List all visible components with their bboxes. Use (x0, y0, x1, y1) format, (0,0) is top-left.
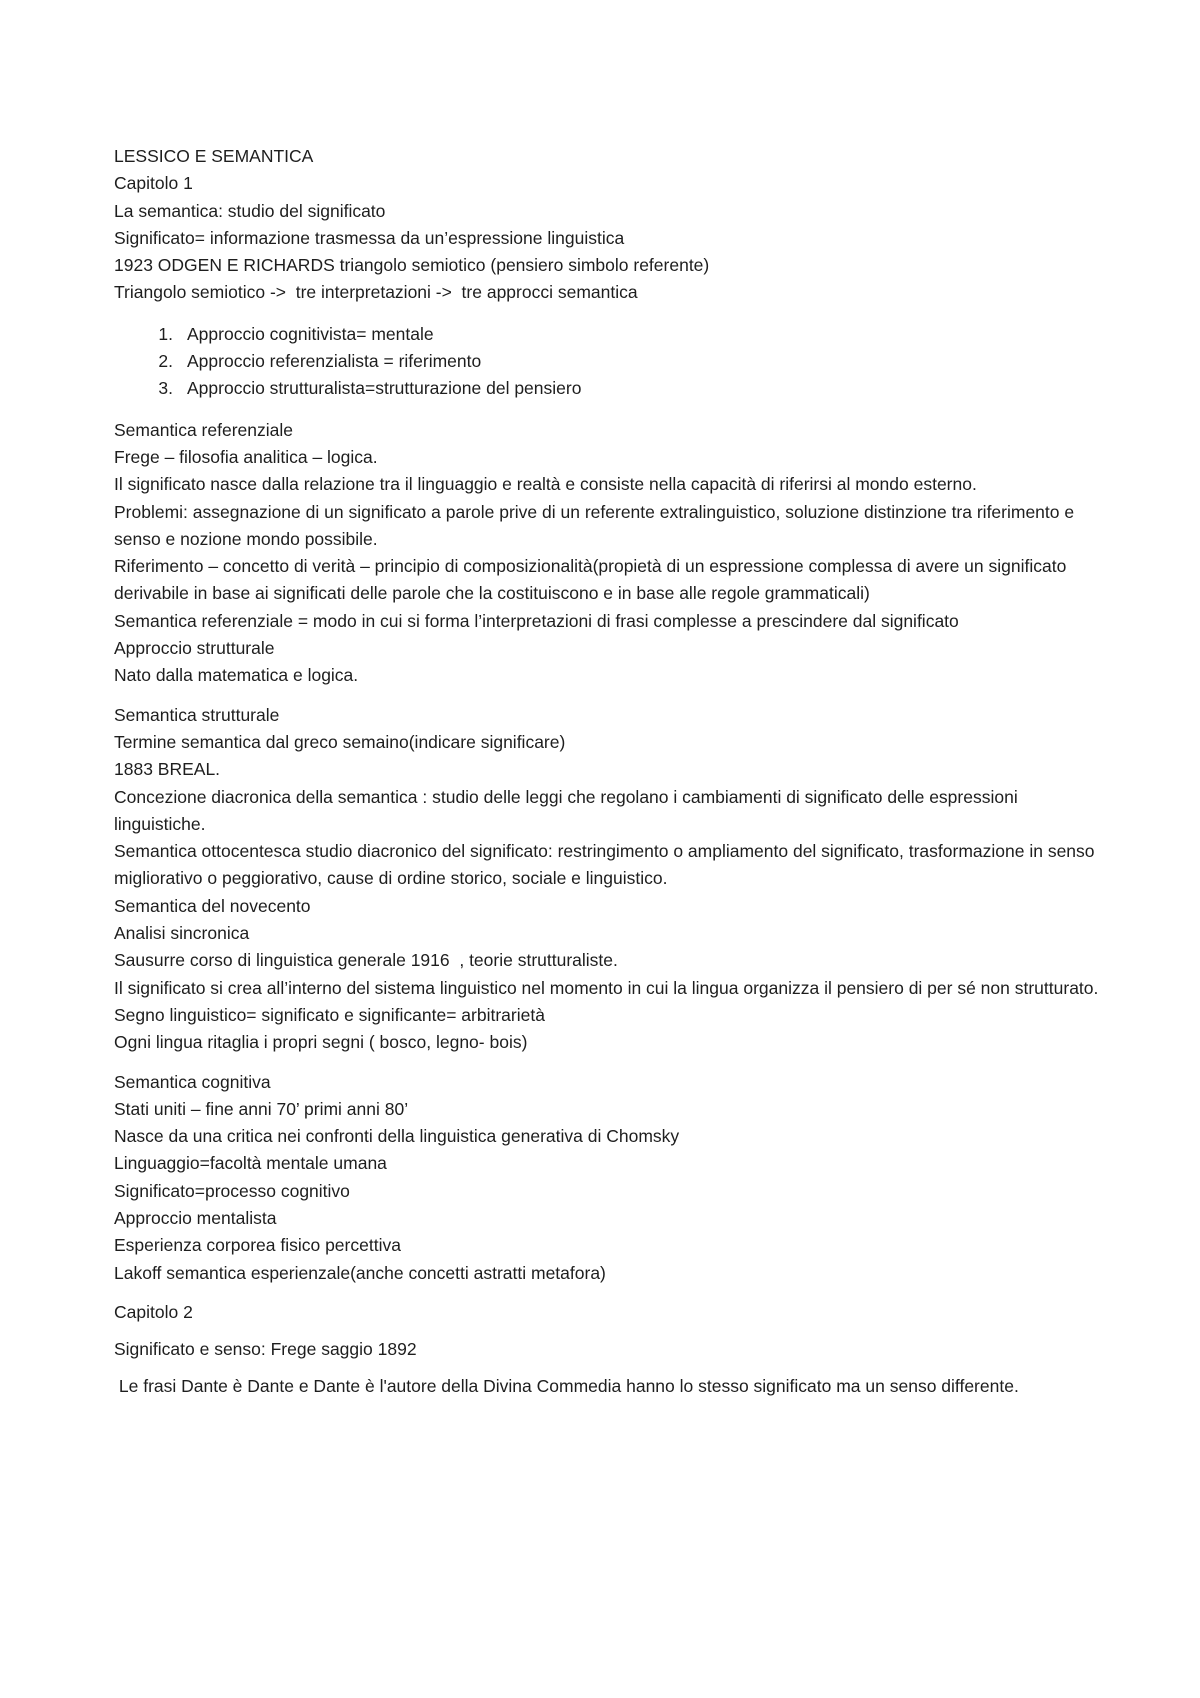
paragraph: Analisi sincronica (114, 923, 250, 944)
paragraph: 1923 ODGEN E RICHARDS triangolo semiotico (pensiero simbolo referente) (114, 255, 710, 276)
list-item-text: Approccio cognitivista= mentale (187, 323, 434, 344)
chapter-2-heading: Capitolo 2 (114, 1301, 193, 1322)
paragraph: Semantica del novecento (114, 895, 311, 916)
numbered-list (114, 321, 1104, 403)
section-heading: Semantica referenziale (114, 419, 293, 440)
list-item (114, 375, 1104, 402)
paragraph: Lakoff semantica esperienzale(anche concetti astratti metafora) (114, 1262, 606, 1283)
paragraph: Il significato si crea all’interno del sistema linguistico nel momento in cui la lingua organizza il pensiero di per sé non strutturato. (114, 977, 1099, 998)
paragraph: Linguaggio=facoltà mentale umana (114, 1153, 387, 1174)
section-heading: Semantica strutturale (114, 704, 280, 725)
paragraph: Semantica ottocentesca studio diacronico del significato: restringimento o ampliamento del significato, trasformazione in senso migliorativo o peggiorativo, cause di ordine storico, sociale e linguistico. (114, 841, 1095, 889)
paragraph: Segno linguistico= significato e significante= arbitrarietà (114, 1004, 545, 1025)
paragraph: Concezione diacronica della semantica : studio delle leggi che regolano i cambiamenti di significato delle espressioni linguistiche. (114, 786, 1018, 834)
paragraph: Esperienza corporea fisico percettiva (114, 1235, 401, 1256)
list-item (114, 321, 1104, 348)
paragraph: Nato dalla matematica e logica. (114, 665, 359, 686)
paragraph: Significato e senso: Frege saggio 1892 (114, 1339, 417, 1360)
paragraph: Approccio strutturale (114, 638, 275, 659)
paragraph: Significato=processo cognitivo (114, 1180, 350, 1201)
list-number: 1. (158, 323, 173, 344)
paragraph: Significato= informazione trasmessa da un’espressione linguistica (114, 227, 625, 248)
paragraph: Termine semantica dal greco semaino(indicare significare) (114, 731, 566, 752)
document-title: LESSICO E SEMANTICA (114, 146, 314, 166)
paragraph: Approccio mentalista (114, 1207, 277, 1228)
paragraph: Problemi: assegnazione di un significato a parole prive di un referente extralinguistico, soluzione distinzione tra riferimento e senso e nozione mondo possibile. (114, 501, 1075, 549)
section-heading: Semantica cognitiva (114, 1071, 271, 1092)
list-number: 2. (158, 351, 173, 372)
document-body (114, 143, 1104, 1401)
paragraph: Le frasi Dante è Dante e Dante è l'autore della Divina Commedia hanno lo stesso significato ma un senso differente. (114, 1376, 1019, 1397)
paragraph: Semantica referenziale = modo in cui si forma l’interpretazioni di frasi complesse a prescindere dal significato (114, 610, 959, 631)
list-item-text: Approccio strutturalista=strutturazione del pensiero (187, 378, 582, 399)
list-item-text: Approccio referenzialista = riferimento (187, 351, 482, 372)
paragraph: Triangolo semiotico -> tre interpretazioni -> tre approcci semantica (114, 282, 638, 303)
paragraph: Nasce da una critica nei confronti della linguistica generativa di Chomsky (114, 1126, 680, 1147)
paragraph: La semantica: studio del significato (114, 200, 386, 221)
chapter-1-heading: Capitolo 1 (114, 173, 193, 194)
list-number: 3. (158, 378, 173, 399)
paragraph: Il significato nasce dalla relazione tra il linguaggio e realtà e consiste nella capacità di riferirsi al mondo esterno. (114, 474, 977, 495)
paragraph: Stati uniti – fine anni 70’ primi anni 80’ (114, 1098, 409, 1119)
paragraph: Frege – filosofia analitica – logica. (114, 446, 378, 467)
paragraph: Sausurre corso di linguistica generale 1916 , teorie strutturaliste. (114, 950, 618, 971)
paragraph: Riferimento – concetto di verità – principio di composizionalità(propietà di un espressione complessa di avere un significato derivabile in base ai significati delle parole che la costituiscono e in base alle regole grammaticali) (114, 556, 1067, 604)
list-item (114, 348, 1104, 375)
paragraph: Ogni lingua ritaglia i propri segni ( bosco, legno- bois) (114, 1032, 528, 1053)
paragraph: 1883 BREAL. (114, 759, 221, 780)
